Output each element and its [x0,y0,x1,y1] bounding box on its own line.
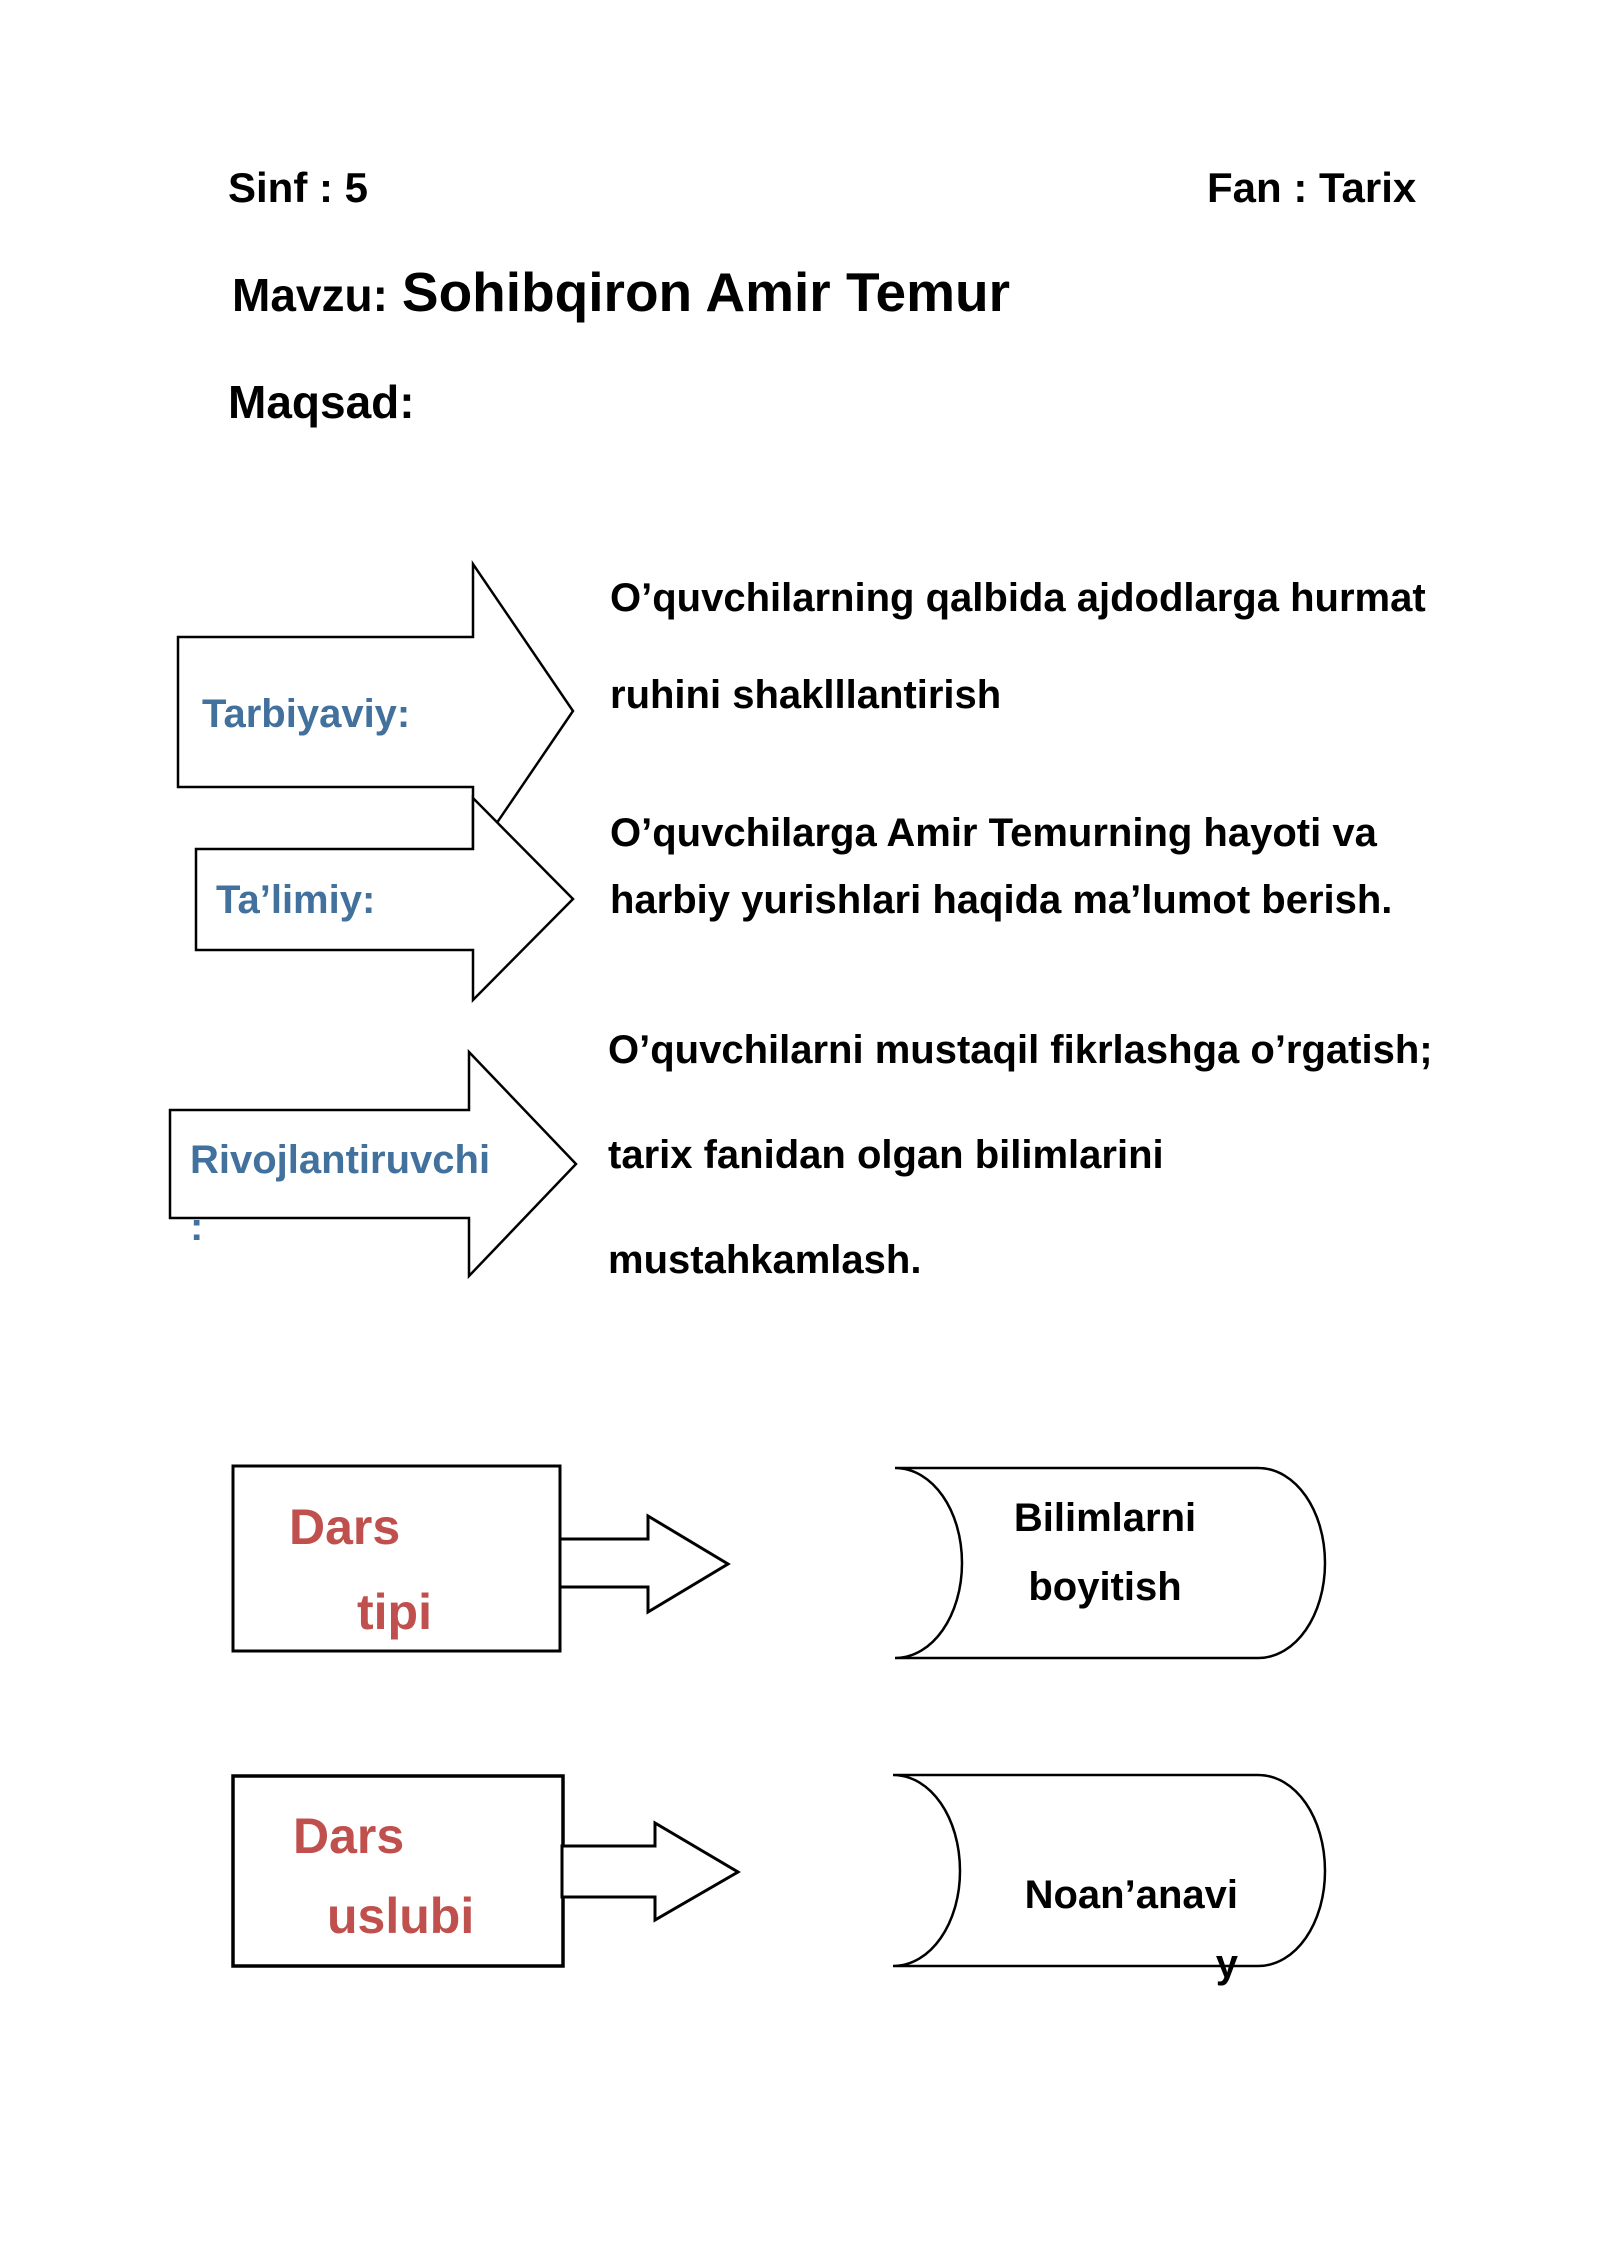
result-line: Noan’anavi [1024,1873,1238,1917]
goal-label-line: Rivojlantiruvchi [190,1138,491,1182]
lesson-method-line1: Dars [293,1808,405,1864]
goal-text-line: ruhini shaklllantirish [610,673,1002,717]
lesson-type-line2: tipi [357,1584,432,1640]
goal-text-line: harbiy yurishlari haqida ma’lumot berish. [610,878,1393,922]
class-label: Sinf : 5 [228,164,369,211]
goal-text-line: O’quvchilarni mustaqil fikrlashga o’rgatish; [608,1028,1433,1072]
goal-text-line: O’quvchilarga Amir Temurning hayoti va [610,811,1377,855]
goal-text-rivojlantiruvchi [608,998,1433,1313]
subject-label: Fan : Tarix [1207,164,1417,211]
purpose-label: Maqsad: [228,376,415,428]
goal-text-talimiy [610,800,1392,934]
lesson-type-result [905,1484,1305,1622]
goal-label-colon: : [190,1205,204,1249]
small-arrow-lesson-method [562,1823,738,1920]
goal-label-rivojlantiruvchi [190,1127,490,1261]
topic-line [232,260,1010,324]
topic-title: Sohibqiron Amir Temur [401,261,1010,323]
goal-text-line: mustahkamlash. [608,1238,922,1282]
goal-text-tarbiyaviy [610,550,1426,744]
result-line: Bilimlarni [1013,1496,1197,1540]
lesson-method-line2: uslubi [327,1888,475,1944]
small-arrow-lesson-type [560,1516,728,1612]
goal-label-talimiy: Ta’limiy: [216,878,376,922]
topic-label: Mavzu: [232,269,388,321]
goal-label-tarbiyaviy: Tarbiyaviy: [202,692,411,736]
lesson-type-line1: Dars [289,1499,401,1555]
goal-text-line: O’quvchilarning qalbida ajdodlarga hurmat [610,576,1426,620]
lesson-method-result [838,1861,1238,1999]
result-line: boyitish [1028,1565,1182,1609]
goal-text-line: tarix fanidan olgan bilimlarini [608,1133,1164,1177]
result-line: y [1215,1942,1238,1986]
